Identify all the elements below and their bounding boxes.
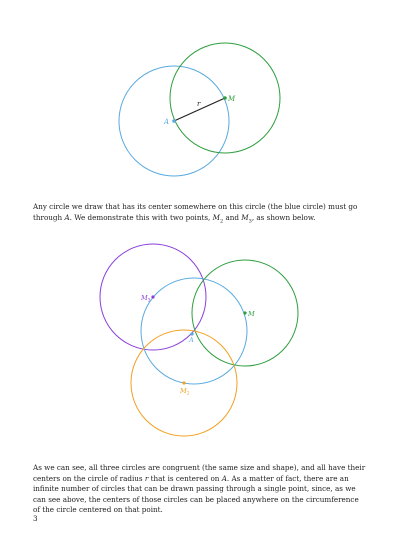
- p2-r: r: [144, 473, 149, 483]
- figure-four-circles: [0, 235, 400, 455]
- label-A: A: [164, 118, 170, 126]
- p1-M2-sub: 2: [219, 218, 224, 225]
- point-A-dot: [172, 119, 176, 123]
- paragraph-1: [33, 202, 367, 227]
- label-M3-sub: 3: [147, 298, 151, 304]
- p1-text-2: . We demonstrate this with two points,: [69, 212, 213, 222]
- label-M2-text: M: [180, 387, 187, 395]
- p1-M2: M: [212, 212, 220, 222]
- label-A: A: [189, 336, 194, 344]
- paragraph-2: [33, 463, 367, 516]
- p1-text-3: and: [223, 212, 242, 222]
- p2-text-2: that is centered on: [148, 473, 222, 483]
- label-M2-sub: 2: [186, 391, 190, 397]
- label-r: r: [197, 100, 201, 108]
- label-M: M: [228, 95, 236, 103]
- point-M-dot: [223, 96, 227, 100]
- label-M: [247, 310, 255, 318]
- p2-A: A: [221, 473, 227, 483]
- p1-M3: M: [241, 212, 249, 222]
- p1-text-1: Any circle we draw that has its center somewhere on this circle (the blue circle) must go through: [33, 202, 358, 222]
- figure-two-circles: [0, 0, 400, 190]
- label-M3-text: M: [141, 294, 148, 302]
- page-number: 3: [33, 514, 38, 523]
- point-M2-dot: [182, 381, 185, 384]
- p1-A: A: [64, 212, 70, 222]
- point-M3-dot: [151, 295, 154, 298]
- label-M3: [140, 294, 151, 304]
- label-M2: [179, 387, 190, 397]
- p1-M3-sub: 3: [248, 218, 252, 225]
- point-M-dot: [243, 311, 246, 314]
- p2-text-3: . As a matter of fact, there are an infinite number of circles that can be drawn passing through a single point, since, as we can see above, the centers of those circles can be placed anywhere on the circumference of the circle centered on that point.: [33, 473, 359, 515]
- label-M-text: M: [248, 310, 255, 318]
- p2-text-1: As we can see, all three circles are congruent (the same size and shape), and all have their centers on the circle of radius: [33, 463, 366, 483]
- p1-text-4: , as shown below.: [251, 212, 316, 222]
